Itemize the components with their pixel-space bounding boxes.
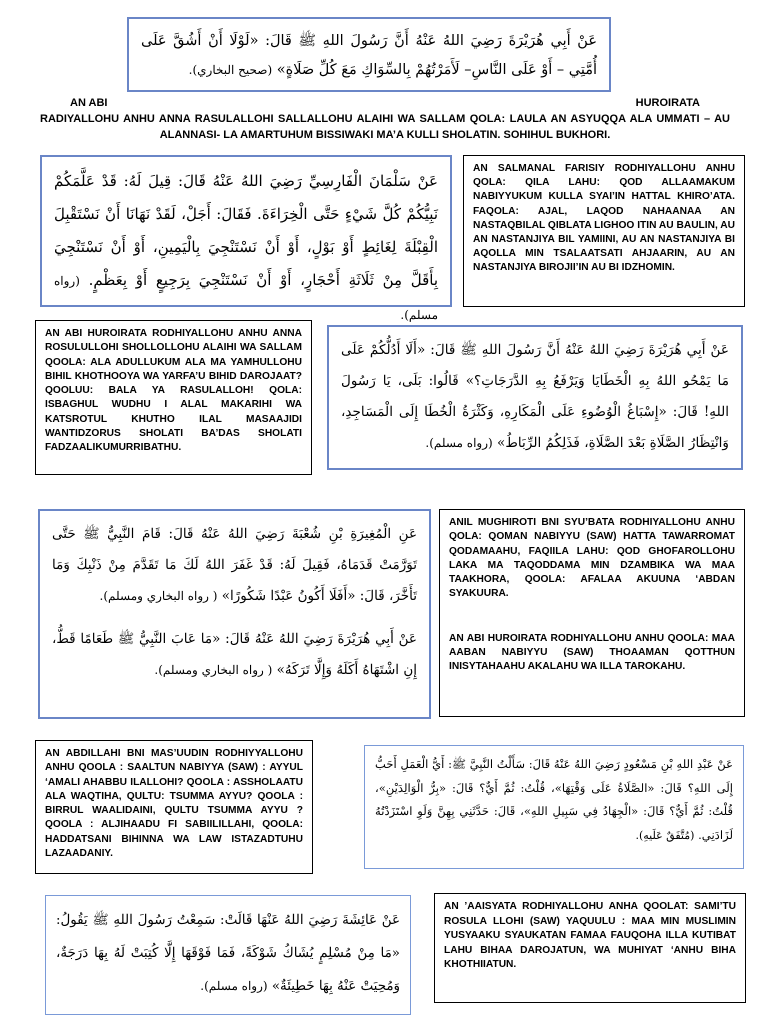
hadith-1-latin-first-left: AN ABI bbox=[70, 97, 108, 109]
hadith-7-reference: (رواه مسلم). bbox=[200, 979, 268, 993]
hadith-4-arabic-text: عَنِ الْمُغِيرَةِ بْنِ شُعْبَةَ رَضِيَ اللهُ عَنْهُ قَالَ: قَامَ النَّبِيُّ ﷺ حَتَّى تَوَرَّمَتْ قَدَمَاهُ، فَقِيلَ لَهُ: قَدْ غَفَرَ اللهُ لَكَ مَا تَقَدَّمَ مِنْ ذَنْبِكَ وَمَا تَأَخَّرَ، قَالَ: «أَفَلَا أَكُونُ عَبْدًا شَكُورًا» bbox=[52, 526, 417, 604]
hadith-3-arabic-text: عَنْ أَبِي هُرَيْرَةَ رَضِيَ اللهُ عَنْهُ أَنَّ رَسُولَ اللهِ ﷺ قَالَ: «أَلَا أَدُلُّكُمْ عَلَى مَا يَمْحُو اللهُ بِهِ الْخَطَايَا وَيَرْفَعُ بِهِ الدَّرَجَاتِ؟» قَالُوا: بَلَى، يَا رَسُولَ اللهِ! قَالَ: «إِسْبَاغُ الْوُضُوءِ عَلَى الْمَكَارِهِ، وَكَثْرَةُ الْخُطَا إِلَى الْمَسَاجِدِ، وَانْتِظَارُ الصَّلَاةِ بَعْدَ الصَّلَاةِ، فَذَلِكُمُ الرِّبَاطُ» bbox=[341, 342, 729, 451]
hadith-4-latin-text: ANIL MUGHIROTI BNI SYU’BATA RODHIYALLOHU ANHU QOLA: QOMAN NABIYYU (SAW) HATTA TAWARROMAT QODAMAAHU, FAQIILA LAHU: QOD GHOFAROLLOHU LAKA MA TAQODDAMA MIN DZAMBIKA WA MAA TAAKHORA, QOOLA: AFALAA AKUUNA ‘ABDAN SYAKUURA. bbox=[449, 517, 735, 600]
hadith-1-reference: (صحيح البخاري). bbox=[188, 63, 273, 77]
hadith-1-latin-rest: RADIYALLOHU ANHU ANNA RASULALLOHI SALLALLOHU ALAIHI WA SALLAM QOLA: LAULA AN ASYUQQA ALA UMMATI – AU ALANNASI- LA AMARTUHUM BISSIWAKI MA’A KULLI SHOLATIN. SOHIHUL BUKHORI. bbox=[40, 113, 730, 141]
hadith-5-reference: ( رواه البخاري ومسلم). bbox=[154, 663, 273, 677]
hadith-6-latin-text: AN ABDILLAHI BNI MAS’UUDIN RODHIYYALLOHU ANHU QOOLA : SAALTUN NABIYYA (SAW) : AYYUL ‘AMALI AHABBU ILALLOHI? QOOLA : ASSHOLAATU ALA WAQTIHA, QULTU: TSUMMA AYYU? QOOLA : BIRRUL WAALIDAINI, QULTU TSUMMA AYYU ? QOOLA : ALJIHAADU FI SABIILILLAHI, QOOLA: HADDATSANI BIHINNA WA LAW ISTAZADTUHU LAZAADANIY. bbox=[45, 748, 303, 860]
hadith-2-latin-text: AN SALMANAL FARISIY RODHIYALLOHU ANHU QOLA: QILA LAHU: QOD ALLAAMAKUM NABIYYUKUM KULLA SYAI’IN HATTAL KHIRO’ATA. FAQOLA: AJAL, LAQOD NAHAANAA AN NASTAQBILAL QIBLATA LIGHOO ITIN AU BAULIN, AU AN NASTANJIYA BIL YAMIINI, AU AN NASTANJIYA BI AQOLLA MIN TSALAATSATI AHJAARIN, AU AN NASTANJIYA BIROJII’IN AU BI IDZHOMIN. bbox=[473, 163, 735, 274]
hadith-4-5-latin-box bbox=[439, 509, 745, 717]
hadith-6-latin bbox=[35, 740, 313, 874]
hadith-6-reference: (مُتَّفَقٌ عَلَيهِ). bbox=[635, 828, 695, 842]
hadith-7-arabic-text: عَنْ عَائِشَةَ رَضِيَ اللهُ عَنْهَا قَالَتْ: سَمِعْتُ رَسُولَ اللهِ ﷺ يَقُولُ: «مَا مِنْ مُسْلِمٍ يُشَاكُ شَوْكَةً، فَمَا فَوْقَهَا إِلَّا كُتِبَتْ لَهُ بِهَا دَرَجَةٌ، وَمُحِيَتْ عَنْهُ بِهَا خَطِيئَةٌ» bbox=[56, 913, 400, 994]
hadith-4-arabic bbox=[52, 519, 417, 612]
hadith-3-latin bbox=[35, 320, 312, 475]
hadith-3-latin-text: AN ABI HUROIRATA RODHIYALLOHU ANHU ANNA ROSULULLOHI SHOLLOLLOHU ALAIHI WA SALLAM QOOLA: ALA ADULLUKUM ALA MA YAMHULLOHU BIHIL KHOTHOOYA WA YARFA’U BIHID DAROJAAT? QOOLUU: BALA YA RASULALLOH! QOLA: ISBAGHUL WUDHU I ALAL MAKARIHI WA KATSROTUL KHUTHO ILAL MASAAJIDI WANTIDZORUS SHOLATI BA’DAS SHOLATI FADZAALIKUMURRIBATHU. bbox=[45, 328, 302, 454]
hadith-1-latin-first-right: HUROIRATA bbox=[635, 97, 700, 109]
hadith-3-reference: (رواه مسلم). bbox=[425, 436, 493, 450]
hadith-7-latin-text: AN ’AAISYATA RODHIYALLOHU ANHA QOOLAT: SAMI’TU ROSULA LLOHI (SAW) YAQUULU : MAA MIN MUSLIMIN YUSYAAKU SYAUKATAN FAMAA FAUQOHA ILLA KUTIBAT LAHU BIHAA DAROJATUN, WA MUHIYAT ‘ANHU BIHA KHOTHIIATUN. bbox=[444, 901, 736, 970]
hadith-4-5-arabic-box bbox=[38, 509, 431, 719]
hadith-1-latin bbox=[40, 95, 730, 143]
hadith-6-arabic-text: عَنْ عَبْدِ اللهِ بْنِ مَسْعُودٍ رَضِيَ اللهُ عَنْهُ قَالَ: سَأَلْتُ النَّبِيَّ ﷺ: أَيُّ الْعَمَلِ أَحَبُّ إِلَى اللهِ؟ قَالَ: «الصَّلَاةُ عَلَى وَقْتِهَا»، قُلْتُ: ثُمَّ أَيٌّ؟ قَالَ: «بِرُّ الْوَالِدَيْنِ»، قُلْتُ: ثُمَّ أَيٌّ؟ قَالَ: «الْجِهَادُ فِي سَبِيلِ اللهِ»، قَالَ: حَدَّثَنِي بِهِنَّ وَلَوِ اسْتَزَدْتُهُ لَزَادَنِي. bbox=[375, 757, 733, 842]
hadith-3-arabic bbox=[327, 325, 743, 470]
hadith-7-arabic bbox=[45, 895, 411, 1015]
hadith-2-latin bbox=[463, 155, 745, 307]
hadith-2-arabic-text: عَنْ سَلْمَانَ الْفَارِسِيِّ رَضِيَ اللهُ عَنْهُ قَالَ: قِيلَ لَهُ: قَدْ عَلَّمَكُمْ نَبِيُّكُمْ كُلَّ شَيْءٍ حَتَّى الْخِرَاءَةَ. فَقَالَ: أَجَلْ، لَقَدْ نَهَانَا أَنْ نَسْتَقْبِلَ الْقِبْلَةَ لِغَائِطٍ أَوْ بَوْلٍ، أَوْ أَنْ نَسْتَنْجِيَ بِالْيَمِينِ، أَوْ أَنْ نَسْتَنْجِيَ بِأَقَلَّ مِنْ ثَلَاثَةِ أَحْجَارٍ، أَوْ أَنْ نَسْتَنْجِيَ بِرَجِيعٍ أَوْ بِعَظْمٍ. bbox=[54, 172, 438, 289]
hadith-1-arabic-text: عَنْ أَبِي هُرَيْرَةَ رَضِيَ اللهُ عَنْهُ أَنَّ رَسُولَ اللهِ ﷺ قَالَ: «لَوْلَا أَنْ أَشُقَّ عَلَى أُمَّتِي – أَوْ عَلَى النَّاسِ– لَأَمَرْتُهُمْ بِالسِّوَاكِ مَعَ كُلِّ صَلَاةٍ» bbox=[141, 33, 597, 78]
hadith-5-arabic-text: عَنْ أَبِي هُرَيْرَةَ رَضِيَ اللهُ عَنْهُ قَالَ: «مَا عَابَ النَّبِيُّ ﷺ طَعَامًا قَطُّ، إِنِ اشْتَهَاهُ أَكَلَهُ وَإِلَّا تَرَكَهُ» bbox=[52, 631, 417, 678]
hadith-1-arabic bbox=[127, 17, 611, 92]
hadith-5-arabic bbox=[52, 624, 417, 686]
hadith-7-latin bbox=[434, 893, 746, 1003]
hadith-2-reference: (رواه مسلم). bbox=[54, 274, 438, 322]
hadith-4-reference: ( رواه البخاري ومسلم). bbox=[99, 589, 218, 603]
hadith-5-latin-text: AN ABI HUROIRATA RODHIYALLOHU ANHU QOOLA: MAA AABAN NABIYYU (SAW) THOAAMAN QOTTHUN INISYTAHAAHU AKALAHU WA ILLA TAROKAHU. bbox=[449, 632, 735, 673]
hadith-2-arabic bbox=[40, 155, 452, 322]
hadith-6-arabic bbox=[364, 745, 744, 869]
